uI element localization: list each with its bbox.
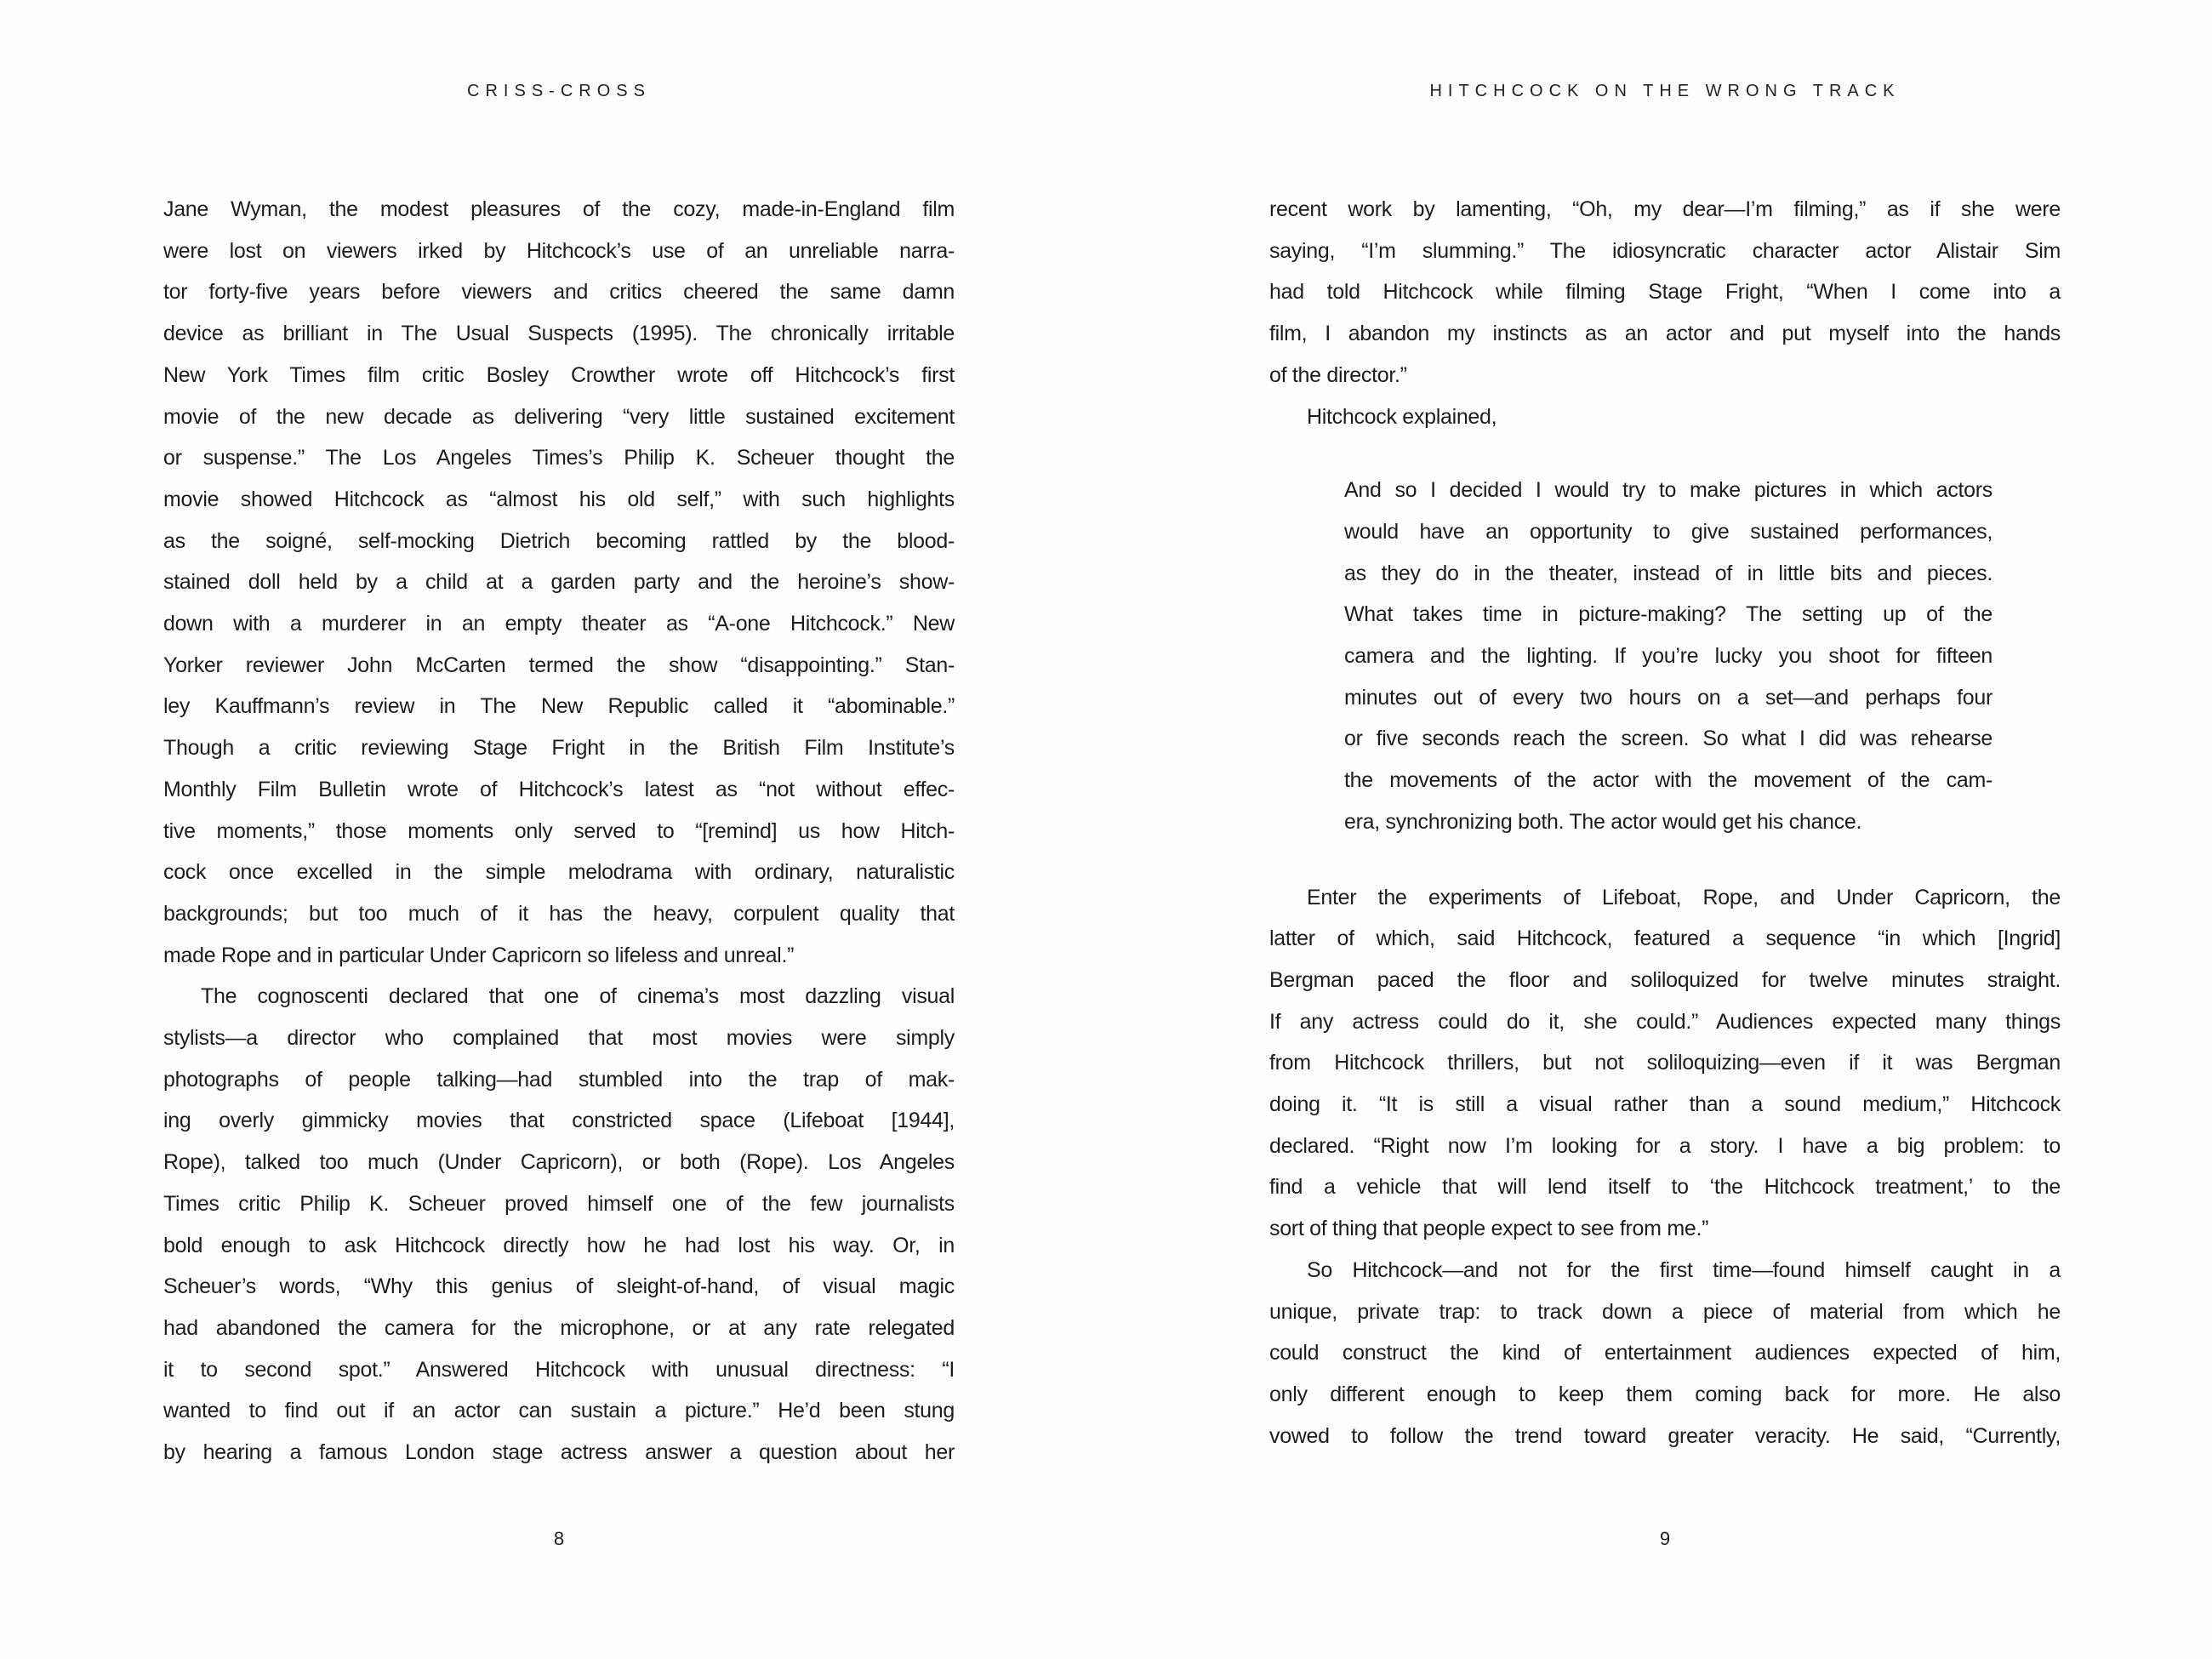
paragraph xyxy=(163,976,955,1473)
text-line: it to second spot.” Answered Hitchcock with unusual directness: “I xyxy=(163,1357,955,1382)
text-line: unique, private trap: to track down a piece of material from which he xyxy=(1269,1299,2061,1324)
text-line: Rope), talked too much (Under Capricorn), or both (Rope). Los Angeles xyxy=(163,1150,955,1175)
text-line: ing overly gimmicky movies that constricted space (Lifeboat [1944], xyxy=(163,1109,955,1133)
text-line: made Rope and in particular Under Capricorn so lifeless and unreal.” xyxy=(163,943,795,967)
text-line: had told Hitchcock while filming Stage Fright, “When I come into a xyxy=(1269,280,2061,305)
right-page-number: 9 xyxy=(1659,1528,1671,1549)
text-line: Jane Wyman, the modest pleasures of the cozy, made-in-England film xyxy=(163,197,955,221)
text-line: photographs of people talking—had stumbled into the trap of mak- xyxy=(163,1067,955,1092)
text-line: movie of the new decade as delivering “very little sustained excitement xyxy=(163,404,955,429)
text-line: as they do in the theater, instead of in little bits and pieces. xyxy=(1344,561,1993,585)
text-line: latter of which, said Hitchcock, featured a sequence “in which [Ingrid] xyxy=(1269,926,2061,951)
text-line: Enter the experiments of Lifeboat, Rope, and Under Capricorn, the xyxy=(1307,885,2061,909)
text-line: as the soigné, self-mocking Dietrich becoming rattled by the blood- xyxy=(163,528,955,553)
text-line: were lost on viewers irked by Hitchcock’s use of an unreliable narra- xyxy=(163,238,955,263)
text-line: declared. “Right now I’m looking for a story. I have a big problem: to xyxy=(1269,1133,2061,1158)
text-line: film, I abandon my instincts as an actor and put myself into the hands xyxy=(1269,322,2061,346)
text-line: If any actress could do it, she could.” Audiences expected many things xyxy=(1269,1009,2061,1034)
text-line: or five seconds reach the screen. So what I did was rehearse xyxy=(1344,727,1993,751)
text-line: find a vehicle that will lend itself to ‘the Hitchcock treatment,’ to the xyxy=(1269,1175,2061,1200)
text-line: cock once excelled in the simple melodrama with ordinary, naturalistic xyxy=(163,860,955,885)
left-page-body-text xyxy=(163,189,955,1474)
text-line: backgrounds; but too much of it has the heavy, corpulent quality that xyxy=(163,901,955,926)
text-line: vowed to follow the trend toward greater veracity. He said, “Currently, xyxy=(1269,1423,2061,1448)
running-head-right: HITCHCOCK ON THE WRONG TRACK xyxy=(1429,82,1901,100)
text-line: Scheuer’s words, “Why this genius of sleight-of-hand, of visual magic xyxy=(163,1274,955,1299)
text-line: Hitchcock explained, xyxy=(1307,404,1497,429)
block-quote xyxy=(1344,470,1993,842)
paragraph xyxy=(1269,877,2061,1250)
text-line: The cognoscenti declared that one of cinema’s most dazzling visual xyxy=(201,984,955,1009)
text-line: stained doll held by a child at a garden party and the heroine’s show- xyxy=(163,570,955,595)
text-line: device as brilliant in The Usual Suspects (1995). The chronically irritable xyxy=(163,322,955,346)
text-line: tive moments,” those moments only served to “[remind] us how Hitch- xyxy=(163,818,955,843)
text-line: from Hitchcock thrillers, but not soliloquizing—even if it was Bergman xyxy=(1269,1051,2061,1075)
text-line: What takes time in picture-making? The setting up of the xyxy=(1344,602,1993,627)
text-line: And so I decided I would try to make pictures in which actors xyxy=(1344,478,1993,503)
text-line: by hearing a famous London stage actress answer a question about her xyxy=(163,1440,955,1465)
paragraph xyxy=(1269,189,2061,396)
text-line: sort of thing that people expect to see from me.” xyxy=(1269,1217,1709,1241)
text-line: Times critic Philip K. Scheuer proved himself one of the few journalists xyxy=(163,1191,955,1216)
text-line: movie showed Hitchcock as “almost his old self,” with such highlights xyxy=(163,487,955,511)
running-head-left: CRISS-CROSS xyxy=(467,82,651,100)
text-line: tor forty-five years before viewers and critics cheered the same damn xyxy=(163,280,955,305)
text-line: Bergman paced the floor and soliloquized for twelve minutes straight. xyxy=(1269,967,2061,992)
text-line: minutes out of every two hours on a set—and perhaps four xyxy=(1344,685,1993,710)
text-line: stylists—a director who complained that most movies were simply xyxy=(163,1026,955,1051)
left-page-number: 8 xyxy=(553,1528,565,1549)
paragraph xyxy=(1269,1250,2061,1457)
text-line: would have an opportunity to give sustained performances, xyxy=(1344,519,1993,544)
paragraph xyxy=(1269,396,2061,438)
text-line: New York Times film critic Bosley Crowther wrote off Hitchcock’s first xyxy=(163,362,955,387)
text-line: or suspense.” The Los Angeles Times’s Philip K. Scheuer thought the xyxy=(163,446,955,470)
text-line: bold enough to ask Hitchcock directly how he had lost his way. Or, in xyxy=(163,1233,955,1257)
text-line: camera and the lighting. If you’re lucky you shoot for fifteen xyxy=(1344,644,1993,669)
right-page-body-text xyxy=(1269,189,2061,1457)
paragraph xyxy=(163,189,955,976)
text-line: only different enough to keep them coming back for more. He also xyxy=(1269,1382,2061,1406)
text-line: Yorker reviewer John McCarten termed the show “disappointing.” Stan- xyxy=(163,653,955,677)
text-line: the movements of the actor with the movement of the cam- xyxy=(1344,768,1993,793)
text-line: era, synchronizing both. The actor would get his chance. xyxy=(1344,809,1862,834)
text-line: saying, “I’m slumming.” The idiosyncratic character actor Alistair Sim xyxy=(1269,238,2061,263)
text-line: doing it. “It is still a visual rather than a sound medium,” Hitchcock xyxy=(1269,1092,2061,1117)
text-line: wanted to find out if an actor can sustain a picture.” He’d been stung xyxy=(163,1399,955,1423)
text-line: could construct the kind of entertainment audiences expected of him, xyxy=(1269,1341,2061,1365)
text-line: recent work by lamenting, “Oh, my dear—I’m filming,” as if she were xyxy=(1269,197,2061,221)
text-line: down with a murderer in an empty theater as “A-one Hitchcock.” New xyxy=(163,612,955,636)
right-page xyxy=(1106,0,2212,1659)
text-line: of the director.” xyxy=(1269,362,1407,387)
text-line: Monthly Film Bulletin wrote of Hitchcock’s latest as “not without effec- xyxy=(163,777,955,801)
text-line: had abandoned the camera for the microphone, or at any rate relegated xyxy=(163,1315,955,1340)
text-line: So Hitchcock—and not for the first time—found himself caught in a xyxy=(1307,1257,2061,1282)
text-line: Though a critic reviewing Stage Fright in the British Film Institute’s xyxy=(163,736,955,761)
text-line: ley Kauffmann’s review in The New Republic called it “abominable.” xyxy=(163,694,955,719)
